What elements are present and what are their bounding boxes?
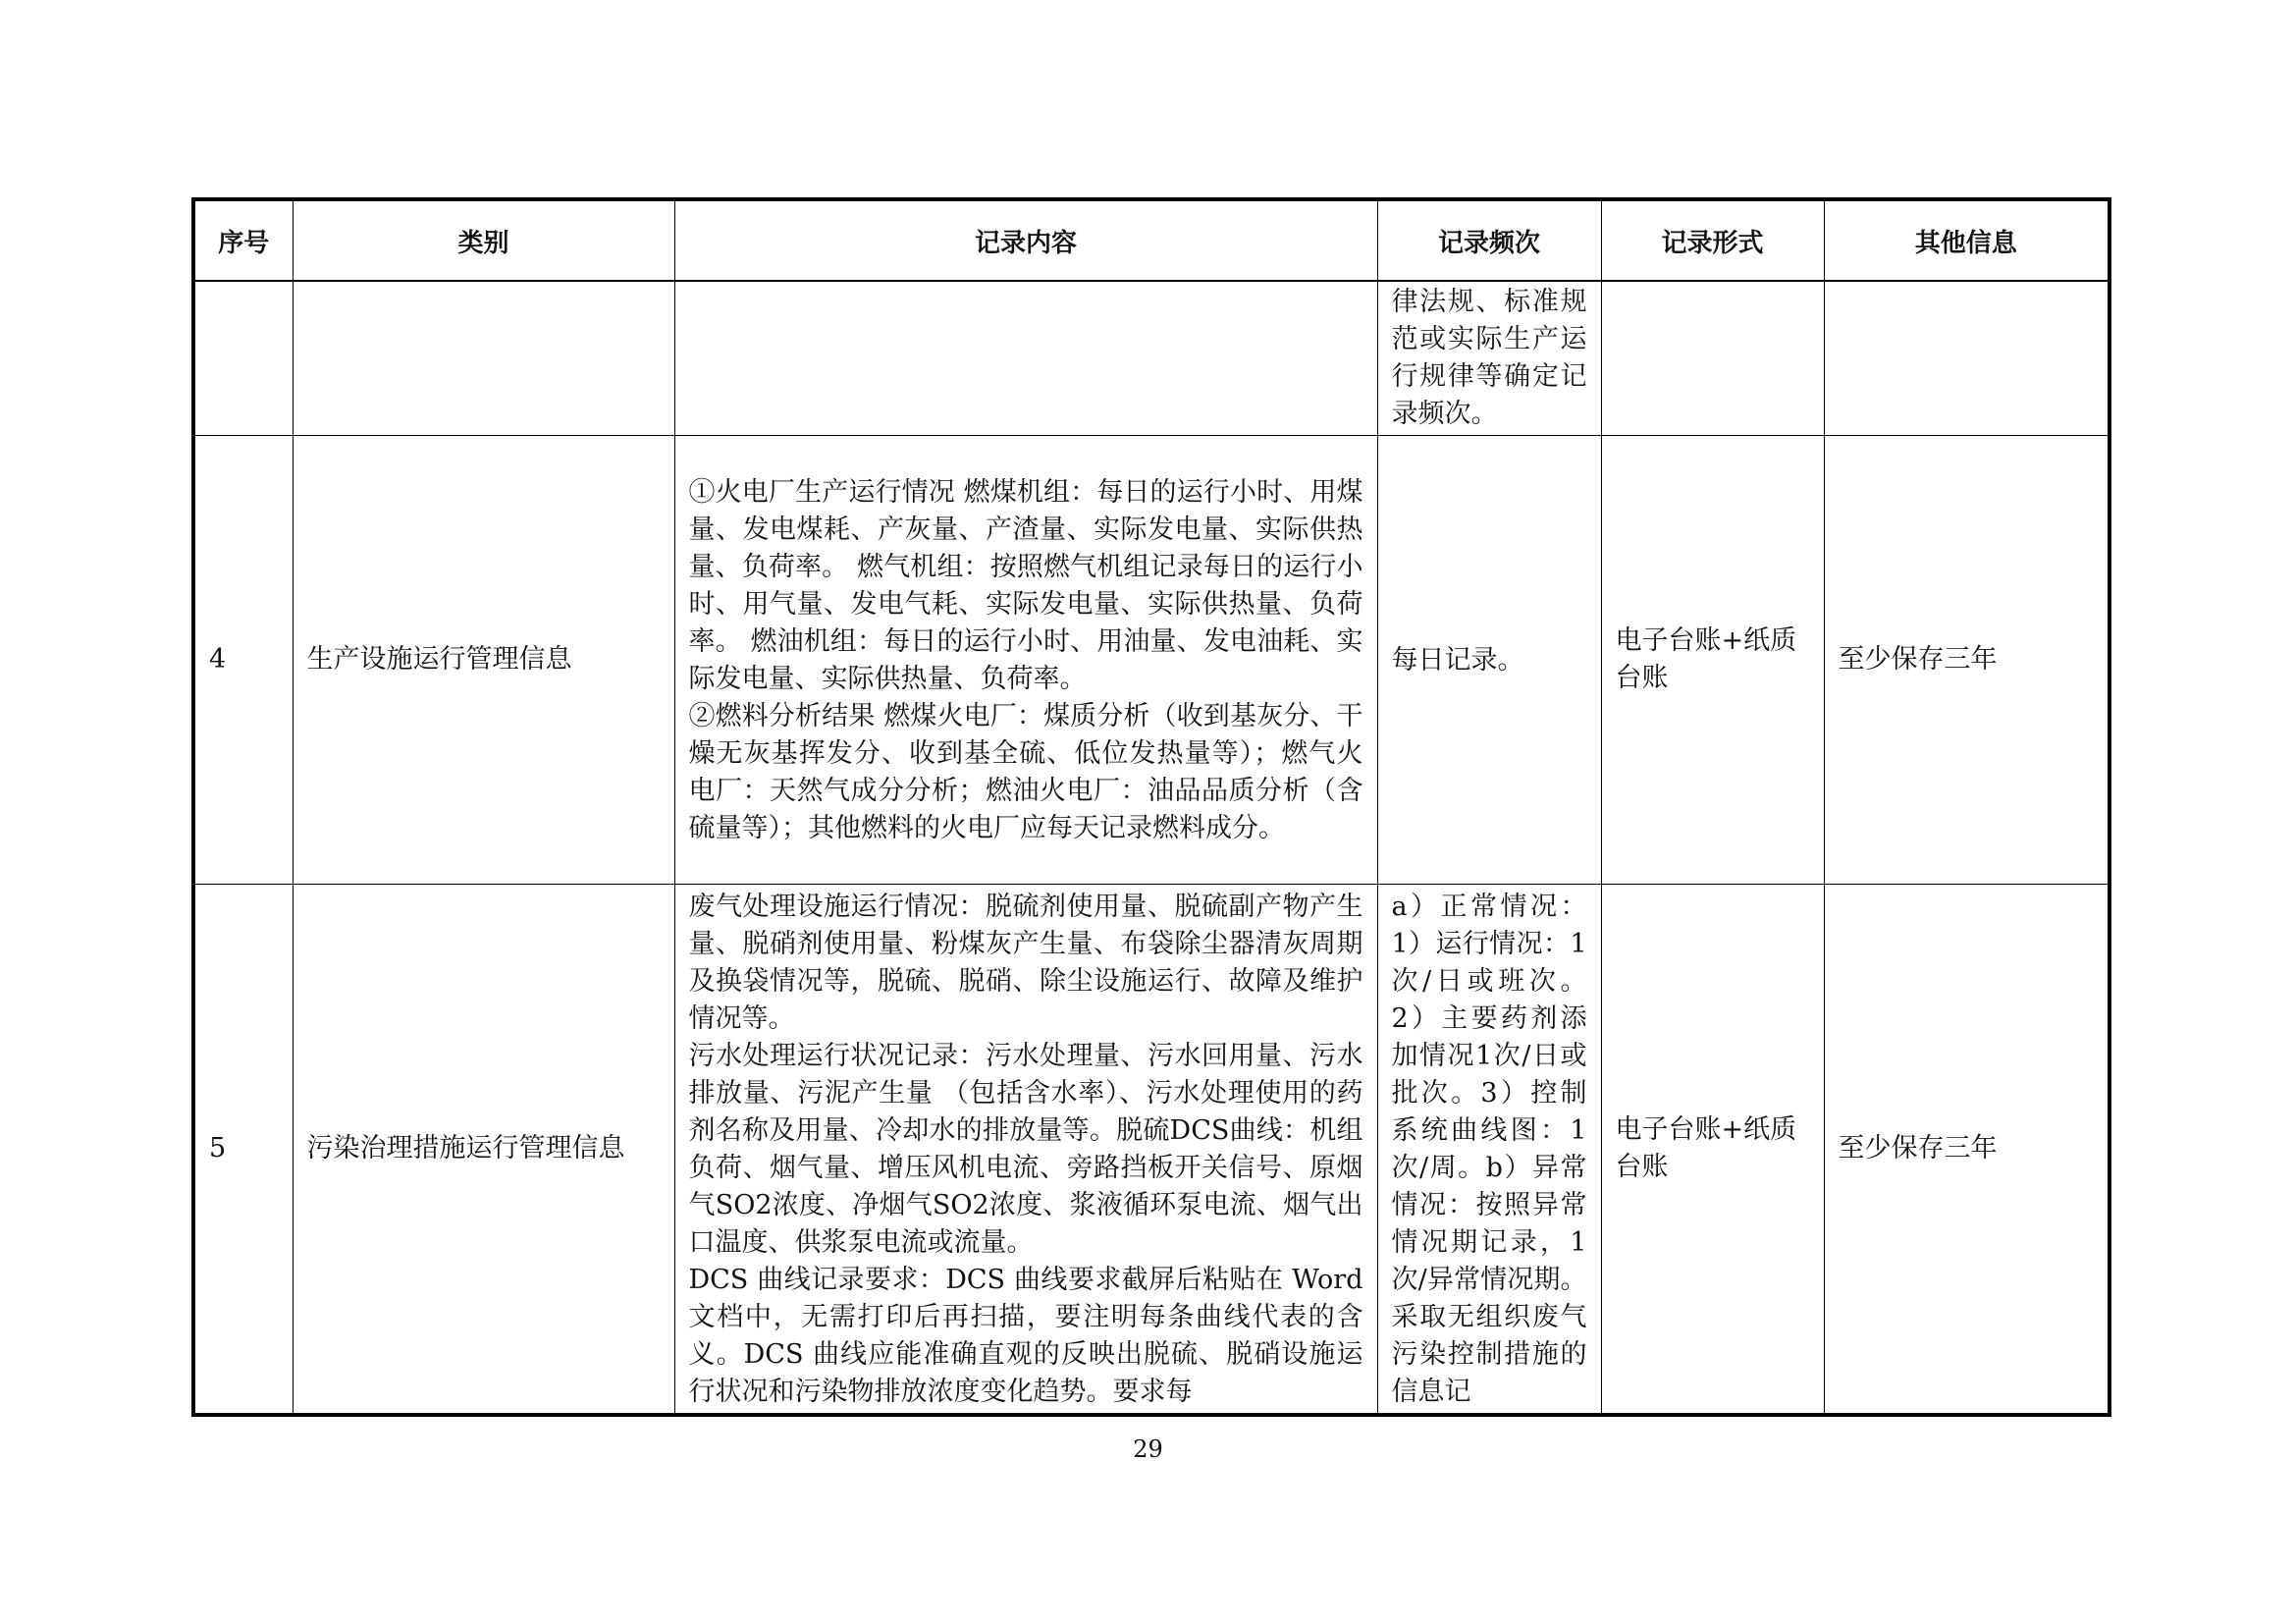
content-paragraph: 污水处理运行状况记录：污水处理量、污水回用量、污水排放量、污泥产生量 （包括含水率）、污水处理使用的药剂名称及用量、冷却水的排放量等。脱硫DCS曲线：机组负荷、烟气量、增压风机电流、旁路挡板开关信号、原烟气SO2浓度、净烟气SO2浓度、浆液循环泵电流、烟气出口温度、供浆泵电流或流量。: [688, 1041, 1363, 1258]
content-paragraph: 废气处理设施运行情况：脱硫剂使用量、脱硫副产物产生量、脱硝剂使用量、粉煤灰产生量、布袋除尘器清灰周期及换袋情况等，脱硫、脱硝、除尘设施运行、故障及维护情况等。: [688, 892, 1363, 1034]
header-other: 其他信息: [1824, 199, 2109, 281]
cell-category: 污染治理措施运行管理信息: [293, 885, 674, 1416]
cell-frequency: a）正常情况：1）运行情况：1次/日或班次。2）主要药剂添加情况1次/日或批次。3）控制系统曲线图：1次/周。b）异常情况：按照异常情况期记录，1次/异常情况期。采取无组织废气污染控制措施的信息记: [1377, 885, 1601, 1416]
record-table: [191, 197, 2111, 1417]
cell-frequency: 每日记录。: [1377, 436, 1601, 885]
cell-seq: 4: [193, 436, 293, 885]
table-row-4: [193, 436, 2109, 885]
cell-seq: [193, 281, 293, 436]
content-paragraph: DCS 曲线记录要求：DCS 曲线要求截屏后粘贴在 Word 文档中，无需打印后再扫描，要注明每条曲线代表的含义。DCS 曲线应能准确直观的反映出脱硫、脱硝设施运行状况和污染物排放浓度变化趋势。要求每: [688, 1265, 1363, 1407]
cell-other: [1824, 281, 2109, 436]
header-row: [193, 199, 2109, 281]
header-seq: 序号: [193, 199, 293, 281]
cell-form: 电子台账+纸质台账: [1601, 436, 1824, 885]
header-content: 记录内容: [674, 199, 1377, 281]
cell-content: [674, 436, 1377, 885]
table-header: [193, 199, 2109, 281]
header-form: 记录形式: [1601, 199, 1824, 281]
cell-category: 生产设施运行管理信息: [293, 436, 674, 885]
cell-frequency: 律法规、标准规范或实际生产运行规律等确定记录频次。: [1377, 281, 1601, 436]
table-row-continuation: [193, 281, 2109, 436]
cell-content: [674, 281, 1377, 436]
cell-category: [293, 281, 674, 436]
cell-form: [1601, 281, 1824, 436]
page-number: 29: [1133, 1435, 1163, 1463]
table-body: [193, 281, 2109, 1415]
header-frequency: 记录频次: [1377, 199, 1601, 281]
header-category: 类别: [293, 199, 674, 281]
cell-other: 至少保存三年: [1824, 885, 2109, 1416]
cell-content: [674, 885, 1377, 1416]
content-paragraph: ②燃料分析结果 燃煤火电厂：煤质分析（收到基灰分、干燥无灰基挥发分、收到基全硫、低位发热量等）；燃气火电厂：天然气成分分析；燃油火电厂：油品品质分析（含硫量等）；其他燃料的火电厂应每天记录燃料成分。: [688, 701, 1363, 843]
cell-seq: 5: [193, 885, 293, 1416]
content-paragraph: ①火电厂生产运行情况 燃煤机组：每日的运行小时、用煤量、发电煤耗、产灰量、产渣量、实际发电量、实际供热量、负荷率。 燃气机组：按照燃气机组记录每日的运行小时、用气量、发电气耗、实际发电量、实际供热量、负荷率。 燃油机组：每日的运行小时、用油量、发电油耗、实际发电量、实际供热量、负荷率。: [688, 477, 1363, 694]
cell-other: 至少保存三年: [1824, 436, 2109, 885]
table-row-5: [193, 885, 2109, 1416]
cell-form: 电子台账+纸质台账: [1601, 885, 1824, 1416]
